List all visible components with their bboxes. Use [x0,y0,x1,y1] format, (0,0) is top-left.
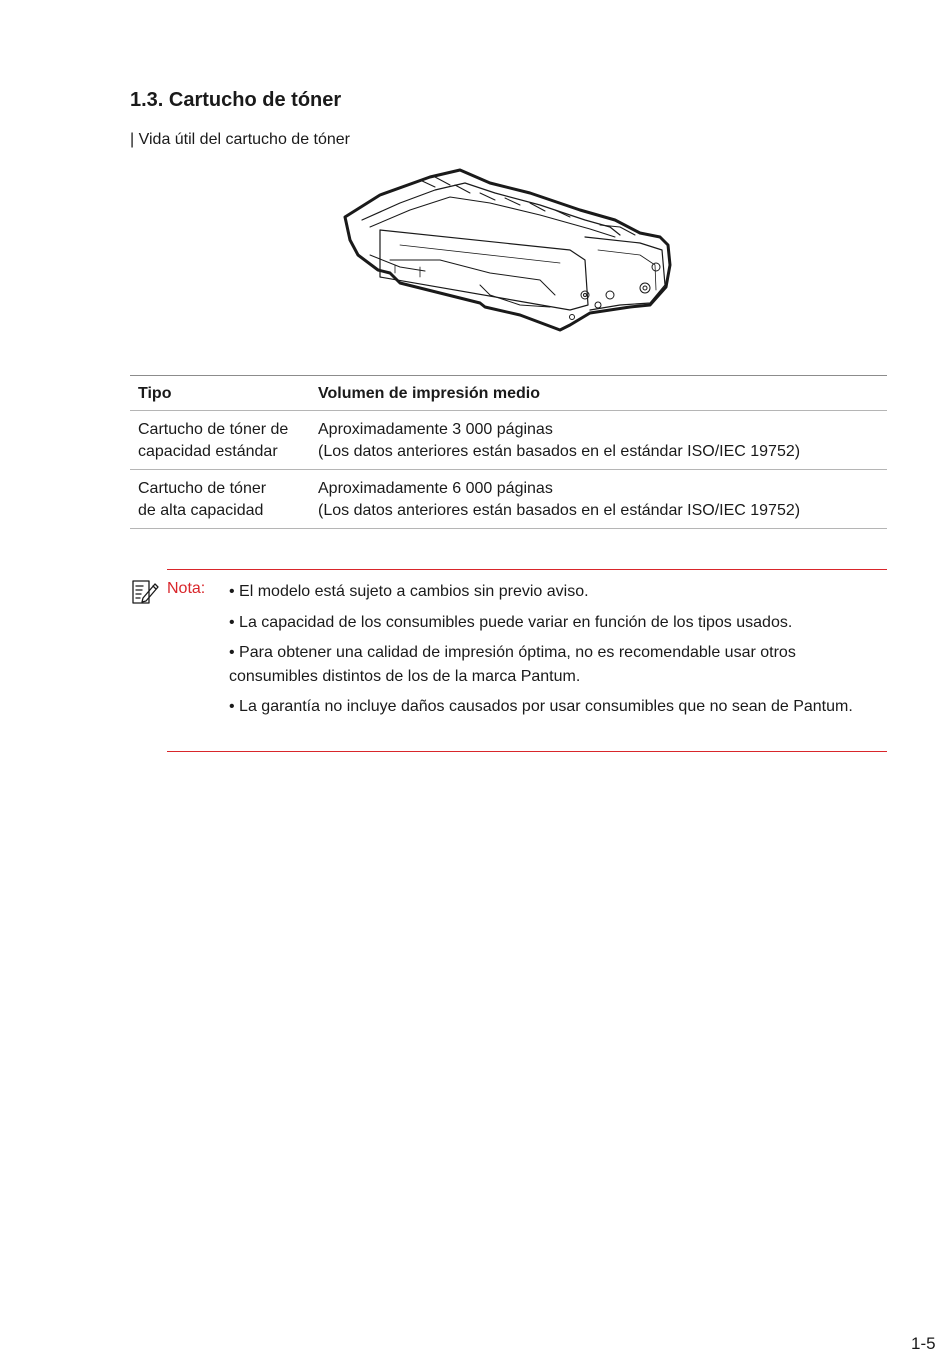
header-volume: Volumen de impresión medio [318,385,540,402]
section-title: 1.3. Cartucho de tóner [130,89,342,111]
table-cell-type [130,411,310,470]
table-cell-volume [310,411,887,470]
table-cell-type [130,470,310,529]
list-item: • La capacidad de los consumibles puede variar en función de los tipos usados. [229,613,793,631]
list-item: • La garantía no incluye daños causados por usar consumibles que no sean de Pantum. [229,698,853,715]
table-row [130,470,887,529]
page-number: 1-5 [911,1334,936,1353]
note-list [229,580,889,726]
section-subtitle: | Vida útil del cartucho de tóner [130,131,350,148]
note-label: Nota: [167,580,206,597]
cell-text: capacidad estándar [138,443,278,460]
table-row [130,411,887,470]
header-type: Tipo [138,385,172,402]
note-pencil-icon [131,577,159,605]
table-cell-volume [310,470,887,529]
toner-cartridge-illustration [340,165,675,335]
note-top-divider [167,569,887,570]
table-header-row [130,376,887,411]
cell-text: de alta capacidad [138,502,264,519]
list-item: • Para obtener una calidad de impresión óptima, no es recomendable usar otros consumibles distintos de los de la marca Pantum. [229,644,796,685]
cell-text: (Los datos anteriores están basados en el estándar ISO/IEC 19752) [318,502,801,519]
note-bottom-divider [167,751,887,752]
list-item: • El modelo está sujeto a cambios sin previo aviso. [229,583,589,600]
cell-text: (Los datos anteriores están basados en el estándar ISO/IEC 19752) [318,443,801,460]
cell-text: Aproximadamente 6 000 páginas [318,480,553,497]
toner-life-table [130,375,887,529]
cell-text: Cartucho de tóner de [138,421,289,438]
cell-text: Cartucho de tóner [138,480,267,497]
cell-text: Aproximadamente 3 000 páginas [318,421,553,438]
